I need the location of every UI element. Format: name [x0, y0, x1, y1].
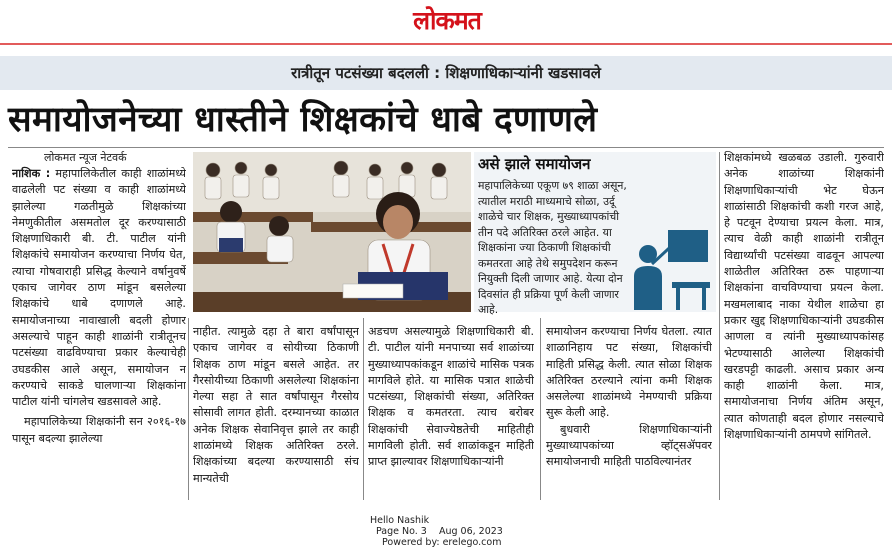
article-column-2: [193, 324, 359, 502]
column-rule: [540, 318, 541, 500]
headline: समायोजनेच्या धास्तीने शिक्षकांचे धाबे दणाणले: [8, 100, 598, 140]
footer-page-date: [346, 526, 546, 537]
column-1-bottom-text: महापालिकेच्या शिक्षकांनी सन २०१६-१७ पासून बदल्या झालेल्या: [12, 415, 186, 445]
article-column-1: [12, 166, 186, 500]
masthead-divider: [0, 43, 892, 45]
column-3-text: अडचण असल्यामुळे शिक्षणाधिकारी बी. टी. पाटील यांनी मनपाच्या सर्व शाळांच्या मुख्याध्यापकांकडून शाळांचे मासिक पत्रक मागविले होते. या मासिक पत्रात शाळेची पटसंख्या, शिक्षकांची संख्या, अतिरिक्त शिक्षक व कमतरता. त्याच बरोबर शिक्षकांची सेवाज्येष्ठतेची माहितीही मागविली होती. सर्व शाळांकडून माहिती प्राप्त झाल्यावर शिक्षणाधिकाऱ्यांनी: [368, 325, 534, 469]
footer-powered: Powered by: erelego.com: [382, 537, 502, 548]
column-4-text: समायोजन करण्याचा निर्णय घेतला. त्यात शाळानिहाय पट संख्या, शिक्षकांची माहिती प्रसिद्ध केली. त्यात सोळा शिक्षक अतिरिक्त ठरल्याने त्यांना कमी शिक्षक असलेल्या शाळांमध्ये नेमण्याची प्रक्रिया सुरू केली आहे.: [546, 325, 712, 420]
page-footer: [346, 515, 546, 548]
column-rule: [188, 318, 189, 500]
info-box-title: असे झाले समायोजन: [478, 155, 591, 173]
kicker-strip: रात्रीतून पटसंख्या बदलली : शिक्षणाधिकाऱ्यांनी खडसावले: [0, 56, 892, 90]
classroom-photo: [193, 152, 471, 312]
footer-edition: Hello Nashik: [370, 515, 430, 526]
column-rule: [719, 152, 720, 500]
article-column-5: [724, 150, 884, 502]
column-4-second-para: बुधवारी शिक्षणाधिकाऱ्यांनी मुख्याध्यापकांच्या व्हॉट्सॲपवर समायोजनाची माहिती पाठविल्यानंतर: [546, 422, 712, 469]
column-2-text: नाहीत. त्यामुळे दहा ते बारा वर्षांपासून एकाच जागेवर व सोयीच्या ठिकाणी शिक्षक ठाण मांडून बसले आहेत. तर गैरसोयीच्या ठिकाणी असलेल्या शिक्षकांना गेल्या सहा ते सात वर्षांपासून गैरसोय सोसावी लागत होती. दरम्यानच्या काळात अनेक शिक्षक सेवानिवृत्त झाले तर काही शाळांमध्ये शिक्षक अतिरिक्त ठरले. शिक्षकांच्या बदल्या करण्यासाठी संच मान्यतेची: [193, 325, 359, 485]
dateline: नाशिक :: [12, 167, 51, 180]
byline: लोकमत न्यूज नेटवर्क: [44, 151, 127, 164]
info-box-text: महापालिकेच्या एकूण ७९ शाळा असून, त्यातील मराठी माध्यमाचे सोळा, उर्दू शाळेचे चार शिक्षक, मुख्याध्यापकांची तीन पदे अतिरिक्त ठरले आहेत. या शिक्षकांना ज्या ठिकाणी शिक्षकांची कमतरता आहे तेथे समुपदेशन करून नियुक्ती दिली जाणार आहे. येत्या दोन दिवसांत ही प्रक्रिया पूर्ण केली जाणार आहे.: [478, 179, 627, 316]
lokmat-logo: लोकमत: [413, 6, 481, 35]
column-5-text: शिक्षकांमध्ये खळबळ उडाली. गुरुवारी अनेक शाळांच्या शिक्षकांनी शिक्षणाधिकाऱ्यांची भेट घेऊन शाळांसाठी शिक्षकांची कशी गरज आहे, हे पटवून देण्याचा प्रयत्न केला. मात्र, त्याच वेळी काही शाळांनी रात्रीतून विद्यार्थ्यांची पटसंख्या वाढवून आपल्या शाळेतील अतिरिक्त ठरू पाहणाऱ्या शिक्षकांना वाचविण्याचा प्रयत्न केला. मखमलाबाद नाका येथील शाळेचा हा प्रकार खुद्द शिक्षणाधिकाऱ्यांनी उघडकीस आणला व त्यांनी मुख्याध्यापकांसह भेटण्यासाठी आलेल्या शिक्षकांची खरडपट्टी काढली. असाच प्रकार अन्य काही शाळांनी केला. मात्र, समायोजनाचा निर्णय अंतिम असून, त्यात कोणताही बदल होणार नसल्याचे शिक्षणाधिकाऱ्यांनी ठामपणे सांगितले.: [724, 151, 884, 442]
teacher-board-icon: [632, 224, 714, 310]
masthead: [0, 0, 892, 44]
article-column-4: [546, 324, 712, 502]
article-column-3: [368, 324, 534, 502]
column-rule: [363, 318, 364, 500]
classroom-illustration: [193, 152, 471, 312]
footer-date: Aug 06, 2023: [438, 526, 503, 537]
headline-rule: [8, 147, 884, 148]
footer-page: Page No. 3: [376, 526, 427, 537]
column-1-text: महापालिकेतील काही शाळांमध्ये वाढलेली पट संख्या व काही शाळांमध्ये झालेल्या गळतीमुळे शिक्षकांच्या नेमणुकीतील असमतोल दूर करण्यासाठी शिक्षणाधिकारी बी. टी. पाटील यांनी शिक्षकांचे समायोजन करण्याचा निर्णय घेत, त्याचा गोषवाराही प्रसिद्ध केल्याने वर्षानुवर्षे एकाच जागेवर ठाण मांडून बसलेल्या शिक्षकांचे धाबे दणाणले आहे. समायोजनाच्या नावाखाली बदली होणार असल्याचे पाहून काही शाळांनी रात्रीतूनच पटसंख्या वाढविण्याचा प्रकार केल्याचेही उघडकीस आले असून, समायोजन न करण्याचे साकडे घालणाऱ्या शिक्षकांना पाटील यांनी चांगलेच खडसावले आहे.: [12, 167, 186, 409]
